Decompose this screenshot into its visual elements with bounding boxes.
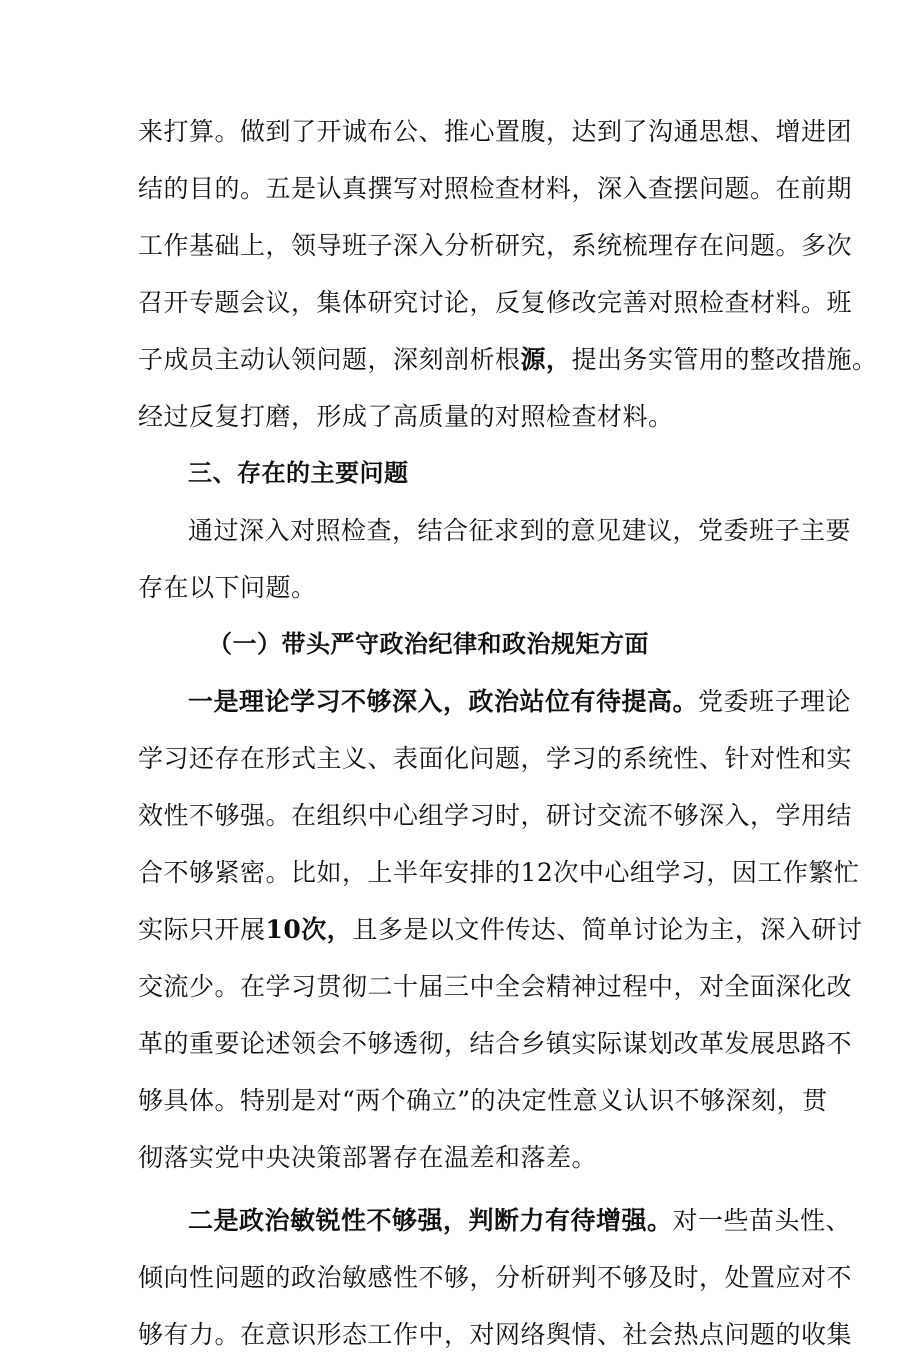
paragraph-line: 工作基础上，领导班子深入分析研究，系统梳理存在问题。多次 bbox=[138, 231, 853, 260]
item-title: 二是政治敏锐性不够强，判断力有待增强。 bbox=[188, 1206, 673, 1235]
bold-text-span: 源， bbox=[520, 345, 572, 374]
paragraph-line: 通过深入对照检查，结合征求到的意见建议，党委班子主要 bbox=[188, 516, 852, 545]
paragraph-line bbox=[138, 1192, 852, 1249]
paragraph-line: 彻落实党中央决策部署存在温差和落差。 bbox=[138, 1143, 598, 1172]
paragraph-line: 交流少。在学习贯彻二十届三中全会精神过程中，对全面深化改 bbox=[138, 972, 853, 1001]
paragraph-line: 革的重要论述领会不够透彻，结合乡镇实际谋划改革发展思路不 bbox=[138, 1029, 853, 1058]
subsection-heading: （一）带头严守政治纪律和政治规矩方面 bbox=[208, 630, 649, 658]
paragraph-line bbox=[138, 673, 852, 730]
text-span: 子成员主动认领问题，深刻剖析根 bbox=[138, 345, 521, 374]
paragraph-line: 倾向性问题的政治敏感性不够，分析研判不够及时，处置应对不 bbox=[138, 1263, 853, 1292]
paragraph-line: 来打算。做到了开诚布公、推心置腹，达到了沟通思想、增进团 bbox=[138, 117, 853, 146]
paragraph-line: 学习还存在形式主义、表面化问题，学习的系统性、针对性和实 bbox=[138, 744, 853, 773]
paragraph-line: 召开专题会议，集体研究讨论，反复修改完善对照检查材料。班 bbox=[138, 288, 853, 317]
paragraph-line: 存在以下问题。 bbox=[138, 573, 317, 602]
text-span: 党委班子理论 bbox=[698, 687, 852, 716]
text-span: 提出务实管用的整改措施。 bbox=[571, 345, 878, 374]
paragraph-line: 经过反复打磨，形成了高质量的对照检查材料。 bbox=[138, 402, 674, 431]
paragraph-line: 结的目的。五是认真撰写对照检查材料，深入查摆问题。在前期 bbox=[138, 174, 853, 203]
paragraph-line bbox=[138, 331, 878, 388]
paragraph-line: 够具体。特别是对“两个确立”的决定性意义认识不够深刻，贯 bbox=[138, 1086, 828, 1115]
item-title: 一是理论学习不够深入，政治站位有待提高。 bbox=[188, 687, 699, 716]
text-span: 对一些苗头性、 bbox=[672, 1206, 852, 1235]
text-span: 实际只开展 bbox=[138, 915, 266, 944]
paragraph-line: 效性不够强。在组织中心组学习时，研讨交流不够深入，学用结 bbox=[138, 801, 853, 830]
text-span: 且多是以文件传达、简单讨论为主，深入研讨 bbox=[352, 915, 863, 944]
paragraph-line: 合不够紧密。比如，上半年安排的12次中心组学习，因工作繁忙 bbox=[138, 858, 860, 887]
bold-text-span: 10次， bbox=[265, 915, 353, 944]
paragraph-line: 够有力。在意识形态工作中，对网络舆情、社会热点问题的收集 bbox=[138, 1320, 853, 1349]
section-heading: 三、存在的主要问题 bbox=[188, 459, 409, 487]
paragraph-line bbox=[138, 901, 863, 958]
document-body bbox=[138, 103, 878, 1363]
